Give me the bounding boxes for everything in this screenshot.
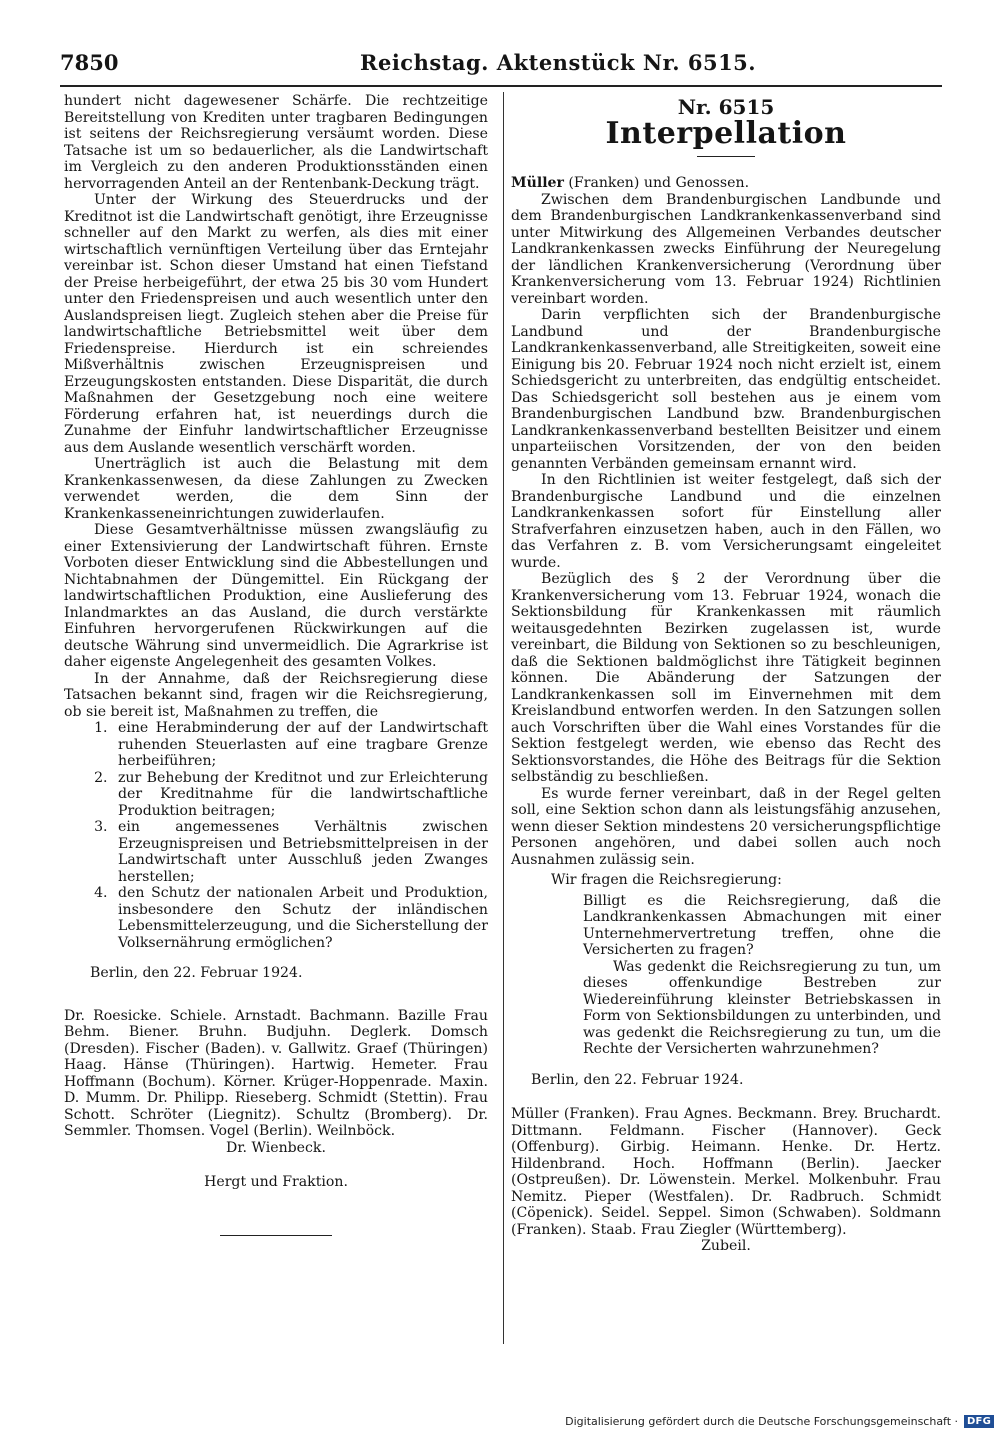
right-column [511, 93, 941, 1255]
paragraph: Darin verpflichten sich der Brandenburgische Landbund und der Brandenburgische Landkrankenkassenverband, alle Streitigkeiten, soweit eine Einigung bis 20. Februar 1924 noch nicht erzielt ist, einem Schiedsgericht zu unterbreiten, das endgültig entscheidet. Das Schiedsgericht soll bestehen aus je einem vom Brandenburgischen Landbund bzw. Brandenburgischen Landkrankenkassenverband bestellten Beisitzer und einem unparteiischen Vorsitzenden, der von den beiden genannten Verbänden gemeinsam ernannt wird. [511, 307, 941, 472]
signatories-last: Zubeil. [701, 1238, 751, 1254]
fraction-line: Hergt und Fraktion. [204, 1174, 348, 1190]
dfg-logo [964, 1415, 994, 1428]
footer-text: Digitalisierung gefördert durch die Deutsche Forschungsgemeinschaft · [565, 1414, 959, 1428]
movers-name: Müller [511, 175, 564, 191]
page-header [60, 46, 942, 80]
page-number: 7850 [60, 50, 119, 75]
closing-rule [220, 1235, 332, 1236]
title-rule [697, 156, 755, 157]
header-rule [60, 85, 942, 87]
dfg-logo-text: DFG [964, 1415, 994, 1428]
question-intro: Wir fragen die Reichsregierung: [551, 872, 782, 888]
question: Billigt es die Reichsregierung, daß die Landkrankenkassen Abmachungen mit einer Unternehmervertretung treffen, ohne die Versicherten zu fragen? [583, 892, 941, 958]
question: Was gedenkt die Reichsregierung zu tun, um dieses offenkundige Bestreben zur Wiedereinführung kleinster Betriebskassen in Form von Sektionsbildungen zu unterbinden, und was gedenkt die Reichsregierung zu tun, um die Rechte der Versicherten wahrzunehmen? [583, 958, 941, 1057]
questions-block [511, 893, 941, 1058]
left-column [64, 93, 488, 1236]
date-line: Berlin, den 22. Februar 1924. [90, 965, 303, 981]
date-line: Berlin, den 22. Februar 1924. [531, 1071, 744, 1088]
running-title: Reichstag. Aktenstück Nr. 6515. [360, 50, 757, 75]
paragraph: In den Richtlinien ist weiter festgelegt, daß sich der Brandenburgische Landbund und die einzelnen Landkrankenkassen sofort für Einstellung aller Strafverfahren einzusetzen haben, auch in den Fällen, wo das Verfahren z. B. vom Versicherungsamt eingeleitet wurde. [511, 472, 941, 571]
list-item: 3. ein angemessenes Verhältnis zwischen Erzeugnispreisen und Betriebsmittelpreisen in der Landwirtschaft unter Ausschluß jeden Zwanges herstellen; [112, 819, 488, 885]
list-item: 1. eine Herabminderung der auf der Landwirtschaft ruhenden Steuerlasten auf eine tragbare Grenze herbeiführen; [112, 720, 488, 770]
paragraph: Unerträglich ist auch die Belastung mit dem Krankenkassenwesen, da diese Zahlungen zu Zwecken verwendet werden, die dem Sinn der Krankenkasseneinrichtungen zuwiderlaufen. [64, 456, 488, 522]
document-type-title: Interpellation [605, 115, 847, 151]
column-divider [503, 92, 504, 1344]
demands-list [64, 720, 488, 951]
digitization-footer [565, 1410, 994, 1432]
paragraph: Unter der Wirkung des Steuerdrucks und der Kreditnot ist die Landwirtschaft genötigt, ihre Erzeugnisse schneller auf den Markt zu werfen, als dies mit einer wirtschaftlich vernünftigen Verteilung über das Erntejahr vereinbar ist. Schon dieser Umstand hat einen Tiefstand der Preise herbeigeführt, der etwa 25 bis 30 vom Hundert unter den Friedenspreisen und auch wesentlich unter den Auslandspreisen liegt. Zugleich stehen aber die Preise für landwirtschaftliche Betriebsmittel weit über dem Friedenspreise. Hierdurch ist ein schreiendes Mißverhältnis zwischen Erzeugnispreisen und Erzeugungskosten entstanden. Diese Disparität, die durch Maßnahmen der Gesetzgebung noch eine weitere Förderung erfahren hat, ist neuerdings durch die Zunahme der Einfuhr landwirtschaftlicher Erzeugnisse aus dem Auslande wesentlich verschärft worden. [64, 192, 488, 456]
paragraph: Zwischen dem Brandenburgischen Landbunde und dem Brandenburgischen Landkrankenkassenverband sind unter Mitwirkung des Allgemeinen Verbandes deutscher Landkrankenkassen zwecks Einführung der Neuregelung der ländlichen Krankenversicherung (Verordnung über Krankenversicherung vom 13. Februar 1924) Richtlinien vereinbart worden. [511, 191, 941, 307]
document-number: Nr. 6515 [677, 95, 775, 119]
paragraph: Bezüglich des § 2 der Verordnung über die Krankenversicherung vom 13. Februar 1924, wonach die Sektionsbildung für Krankenkassen mit räumlich weitausgedehnten Bezirken zugelassen ist, wurde vereinbart, die Bildung von Sektionen so zu beschleunigen, daß die Sektionen baldmöglichst ihre Tätigkeit beginnen können. Die Abänderung der Satzungen der Landkrankenkassen soll im Einvernehmen mit dem Kreislandbund entworfen werden. In den Satzungen sollen auch Vorschriften über die Wahl eines Vorstandes für die Sektion festgelegt werden, wie ebenso das Recht des Sektionsvorstandes, die Höhe des Beitrags für die Sektion selbständig zu beschließen. [511, 571, 941, 785]
paragraph: hundert nicht dagewesener Schärfe. Die rechtzeitige Bereitstellung von Krediten unter tragbaren Bedingungen ist seitens der Reichsregierung versäumt worden. Diese Tatsache ist um so bedauerlicher, als die Landwirtschaft im Vergleich zu den anderen Produktionsständen einen hervorragenden Anteil an der Rentenbank-Deckung trägt. [64, 93, 488, 192]
signatories: Müller (Franken). Frau Agnes. Beckmann. Brey. Bruchardt. Dittmann. Feldmann. Fischer (Hannover). Geck (Offenburg). Girbig. Heimann. Henke. Dr. Hertz. Hildenbrand. Hoch. Hoffmann (Berlin). Jaecker (Ostpreußen). Dr. Löwenstein. Merkel. Molkenbuhr. Frau Nemitz. Pieper (Westfalen). Dr. Radbruch. Schmidt (Cöpenick). Seidel. Seppel. Simon (Schwaben). Soldmann (Franken). Staab. Frau Ziegler (Württemberg). [511, 1106, 941, 1238]
signatories: Dr. Roesicke. Schiele. Arnstadt. Bachmann. Bazille Frau Behm. Biener. Bruhn. Budjuhn. Deglerk. Domsch (Dresden). Fischer (Baden). v. Gallwitz. Graef (Thüringen) Haag. Hänse (Thüringen). Hartwig. Hemeter. Frau Hoffmann (Bochum). Körner. Krüger-Hoppenrade. Maxin. D. Mumm. Dr. Philipp. Rieseberg. Schmidt (Stettin). Frau Schott. Schröter (Liegnitz). Schultz (Bromberg). Dr. Semmler. Thomsen. Vogel (Berlin). Weilnböck. [64, 1007, 488, 1139]
signatories-last: Dr. Wienbeck. [226, 1139, 326, 1156]
paragraph: Es wurde ferner vereinbart, daß in der Regel gelten soll, eine Sektion schon dann als leistungsfähig anzusehen, wenn dieser Sektion mindestens 20 versicherungspflichtige Personen angehören, und dabei sollen auch noch Ausnahmen zulässig sein. [511, 785, 941, 868]
paragraph: Diese Gesamtverhältnisse müssen zwangsläufig zu einer Extensivierung der Landwirtschaft führen. Ernste Vorboten dieser Entwicklung sind die Abbestellungen und Nichtabnahmen der Düngemittel. Ein Rückgang der landwirtschaftlichen Produktion, eine Auslieferung des Inlandmarktes an das Ausland, die durch verstärkte Einfuhren hervorgerufenen Rückwirkungen auf die deutsche Währung sind unvermeidlich. Die Agrarkrise ist daher eigenste Angelegenheit des gesamten Volkes. [64, 522, 488, 670]
list-item: 4. den Schutz der nationalen Arbeit und Produktion, insbesondere den Schutz der inländischen Lebensmittelerzeugung, und die Sicherstellung der Volksernährung ermöglichen? [112, 885, 488, 951]
movers-line [511, 175, 941, 192]
paragraph: In der Annahme, daß der Reichsregierung diese Tatsachen bekannt sind, fragen wir die Reichsregierung, ob sie bereit ist, Maßnahmen zu treffen, die [64, 670, 488, 720]
list-item: 2. zur Behebung der Kreditnot und zur Erleichterung der Kreditnahme für die landwirtschaftliche Produktion beitragen; [112, 770, 488, 820]
movers-rest: (Franken) und Genossen. [563, 175, 750, 191]
